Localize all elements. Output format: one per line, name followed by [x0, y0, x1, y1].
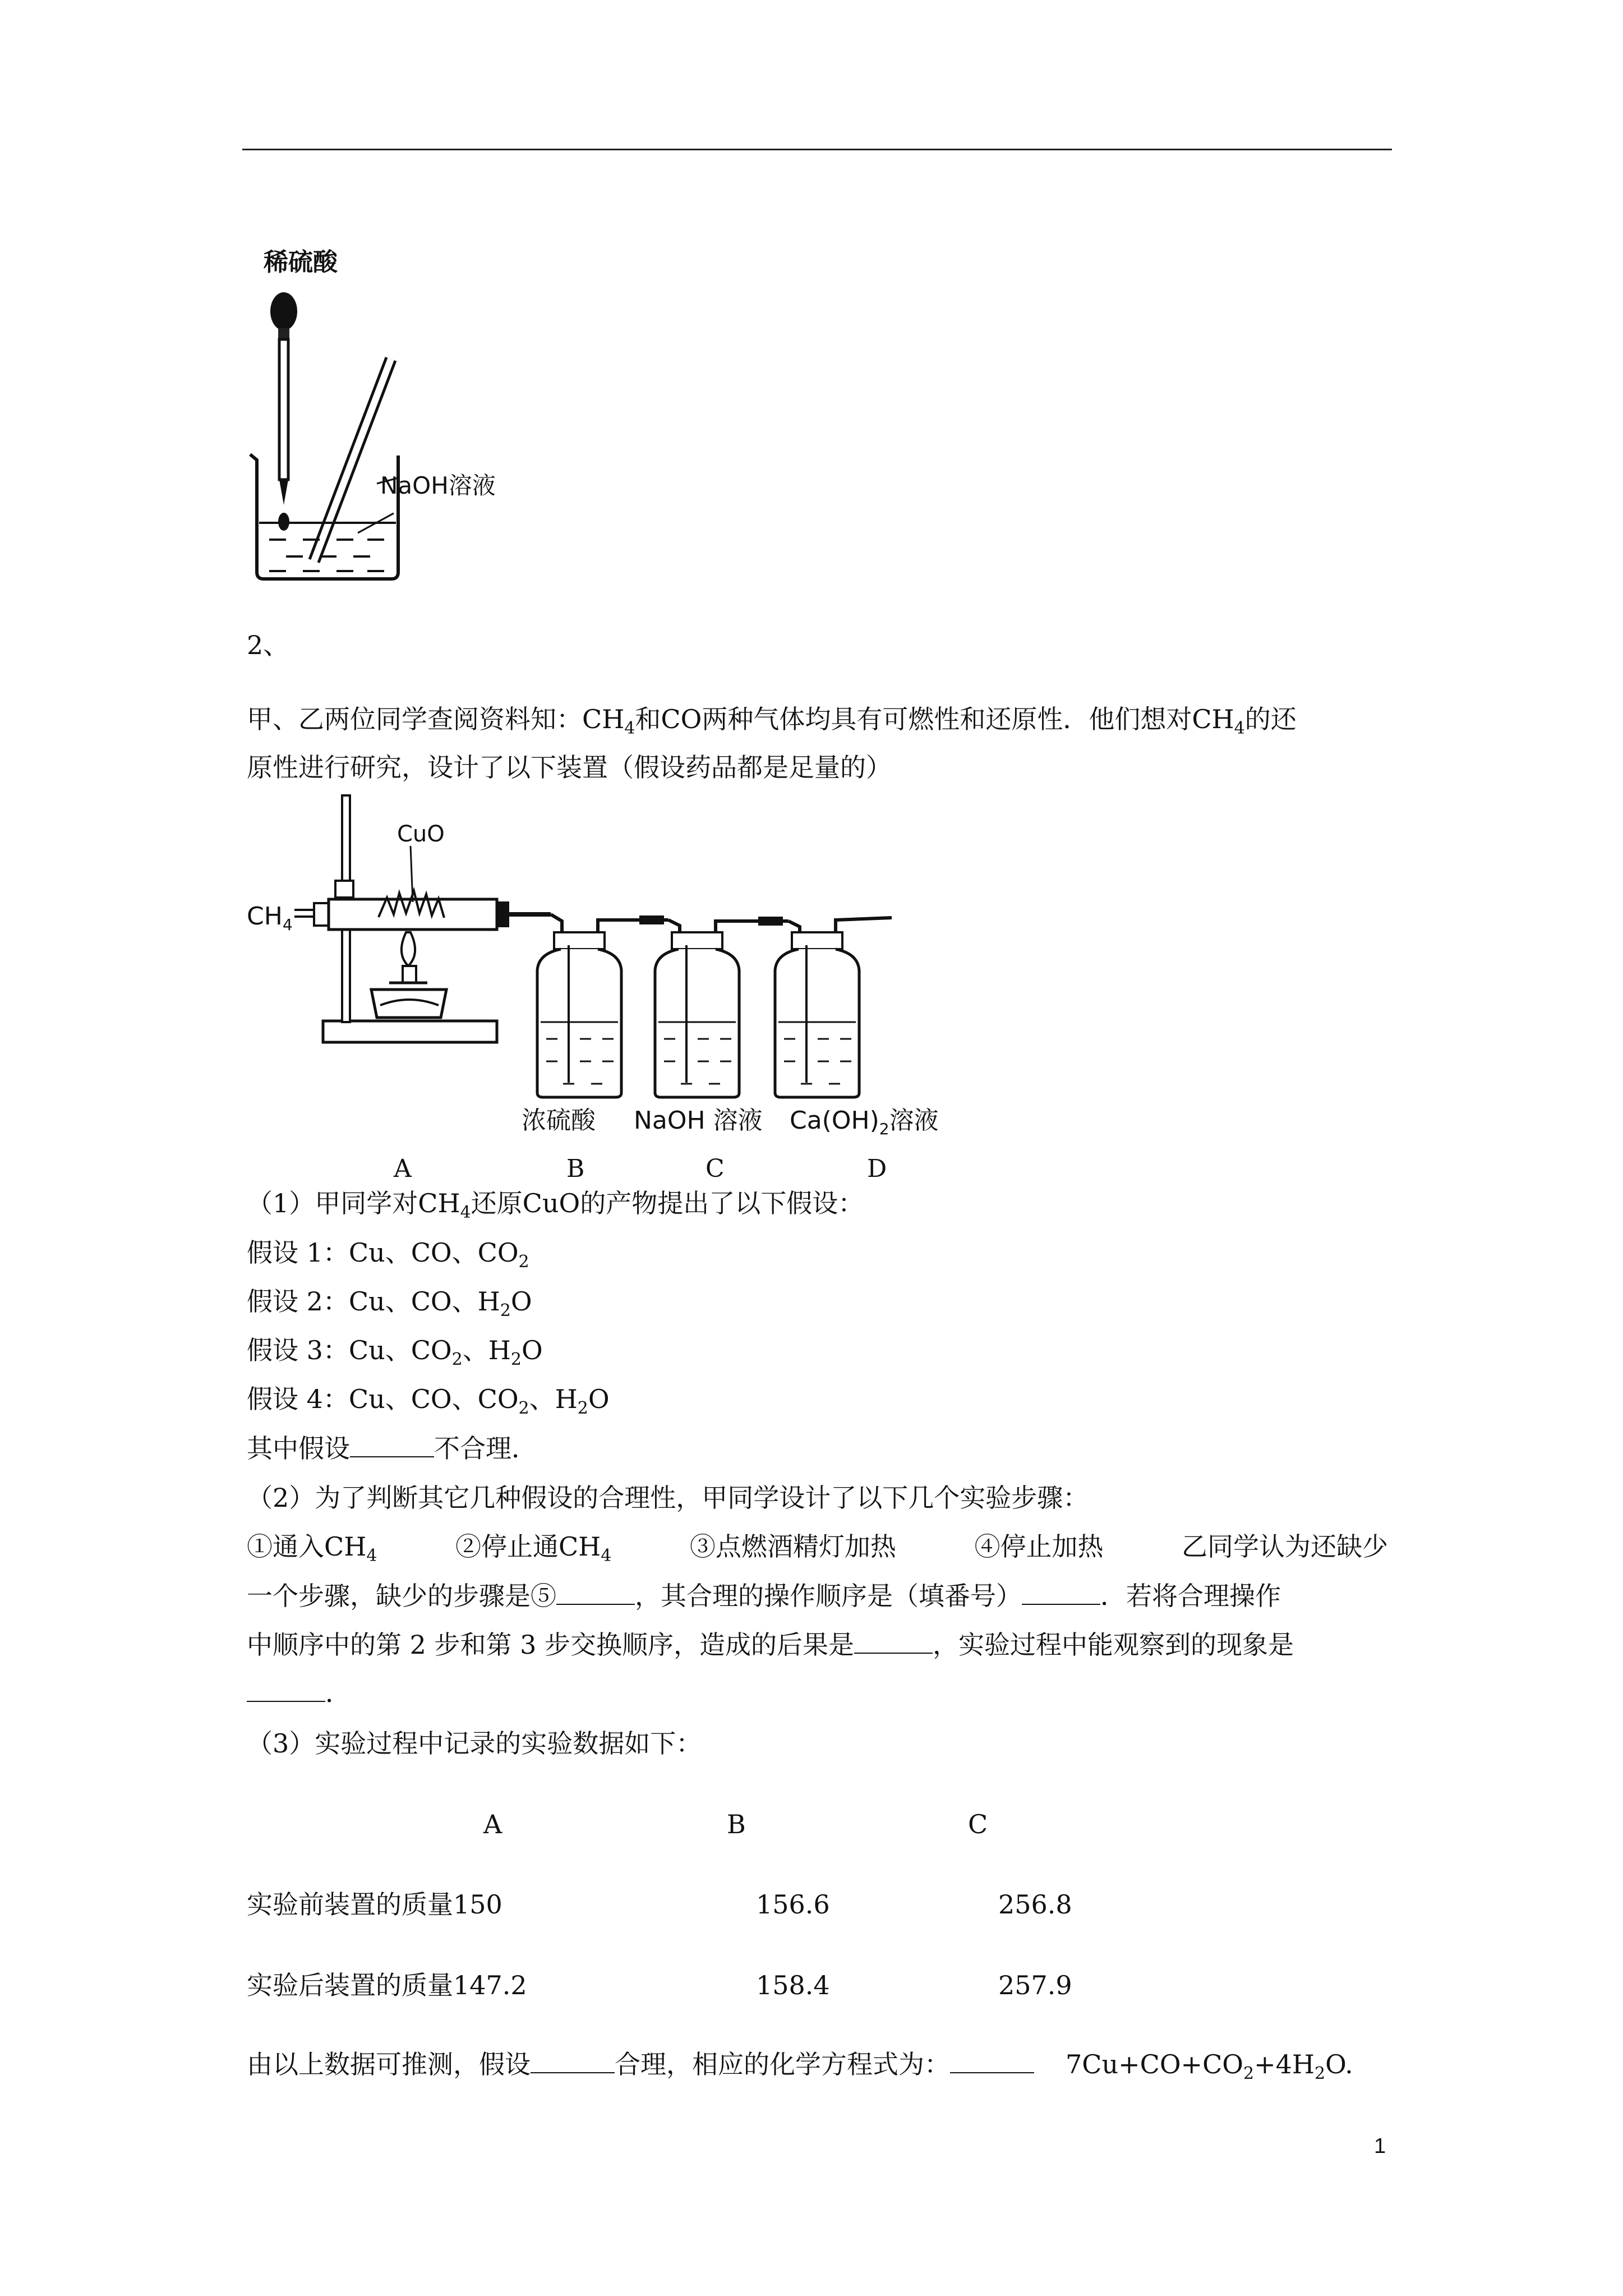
label-c: C	[706, 1154, 725, 1183]
table-cell: 256.8	[998, 1889, 1072, 1920]
intro-line-2: 原性进行研究，设计了以下装置（假设药品都是足量的）	[247, 752, 892, 783]
answer-blank-order[interactable]	[1022, 1579, 1100, 1605]
part2-prompt: （2）为了判断其它几种假设的合理性，甲同学设计了以下几个实验步骤：	[247, 1483, 1089, 1513]
bottle-c	[621, 915, 744, 1097]
answer-blank-reasonable-hypothesis[interactable]	[531, 2047, 615, 2073]
dropper-beaker-figure	[247, 247, 561, 595]
dropper-bulb	[270, 292, 297, 330]
label-naoh-solution: NaOH溶液	[380, 472, 496, 499]
label-cuo: CuO	[397, 821, 445, 847]
phenomenon-line: ．	[247, 1676, 351, 1710]
hypothesis-1: 假设 1：Cu、CO、$CO_2$	[247, 1237, 529, 1272]
hypothesis-2: 假设 2：Cu、CO、$H_2O$	[247, 1286, 532, 1321]
final-question-line: 由以上数据可推测，假设 合理，相应的化学方程式为： $7Cu+CO+CO_2+4H_2O$.	[247, 2047, 1353, 2091]
intro-line-1: 甲、乙两位同学查阅资料知：$CH_4$和CO两种气体均具有可燃性和还原性．他们想对$CH_4$的还	[247, 704, 1297, 739]
table-cell: 257.9	[998, 1970, 1072, 2000]
header-rule	[242, 149, 1392, 150]
table-cell: 158.4	[756, 1970, 830, 2000]
table-row: 实验后装置的质量147.2	[247, 1970, 527, 2000]
label-ch4: $CH_4$	[247, 902, 293, 934]
table-cell: 156.6	[756, 1889, 830, 1920]
flame	[402, 932, 415, 966]
bottle-b	[537, 914, 621, 1097]
hypothesis-4: 假设 4：Cu、CO、$CO_2$、$H_2O$	[247, 1384, 610, 1419]
label-d: D	[867, 1154, 887, 1183]
reaction-tube	[329, 899, 497, 930]
hypothesis-3: 假设 3：Cu、$CO_2$、$H_2O$	[247, 1335, 543, 1370]
bottle-d	[744, 917, 892, 1097]
answer-blank-equation[interactable]	[950, 2047, 1034, 2073]
answer-blank-consequence[interactable]	[854, 1628, 933, 1654]
label-caoh2-solution: $Ca(OH)_2$溶液	[790, 1106, 939, 1138]
table-header-c: C	[968, 1809, 988, 1839]
question-number: 2、	[247, 630, 289, 660]
label-concentrated-sulfuric-acid: 浓硫酸	[522, 1106, 596, 1135]
answer-blank-phenomenon[interactable]	[247, 1676, 325, 1702]
unreasonable-hypothesis-line: 其中假设 不合理．	[247, 1432, 537, 1465]
table-header-b: B	[727, 1809, 746, 1839]
steps-line: ①通入$CH_4$ ②停止通$CH_4$ ③点燃酒精灯加热 ④停止加热 乙同学认为还缺少	[247, 1531, 1388, 1566]
label-a: A	[394, 1154, 412, 1183]
page-number: 1	[1374, 2134, 1386, 2158]
part1-prompt: （1）甲同学对$CH_4$还原CuO的产物提出了以下假设：	[247, 1188, 864, 1223]
table-row: 实验前装置的质量150	[247, 1889, 502, 1920]
label-b: B	[566, 1154, 585, 1183]
beaker	[250, 454, 398, 579]
swap-consequence-line: 中顺序中的第 2 步和第 3 步交换顺序，造成的后果是 ，实验过程中能观察到的现象是	[247, 1628, 1294, 1662]
missing-step-line: 一个步骤，缺少的步骤是⑤ ，其合理的操作顺序是（填番号） ．若将合理操作	[247, 1579, 1281, 1613]
label-dilute-sulfuric-acid: 稀硫酸	[264, 248, 338, 277]
part3-prompt: （3）实验过程中记录的实验数据如下：	[247, 1728, 702, 1759]
label-naoh-solution-c: NaOH 溶液	[634, 1106, 763, 1135]
table-header-a: A	[483, 1809, 502, 1839]
answer-blank-missing-step[interactable]	[556, 1579, 635, 1605]
answer-blank-hypothesis[interactable]	[350, 1432, 434, 1457]
apparatus-figure	[247, 785, 976, 1189]
stand-base	[323, 1021, 497, 1042]
